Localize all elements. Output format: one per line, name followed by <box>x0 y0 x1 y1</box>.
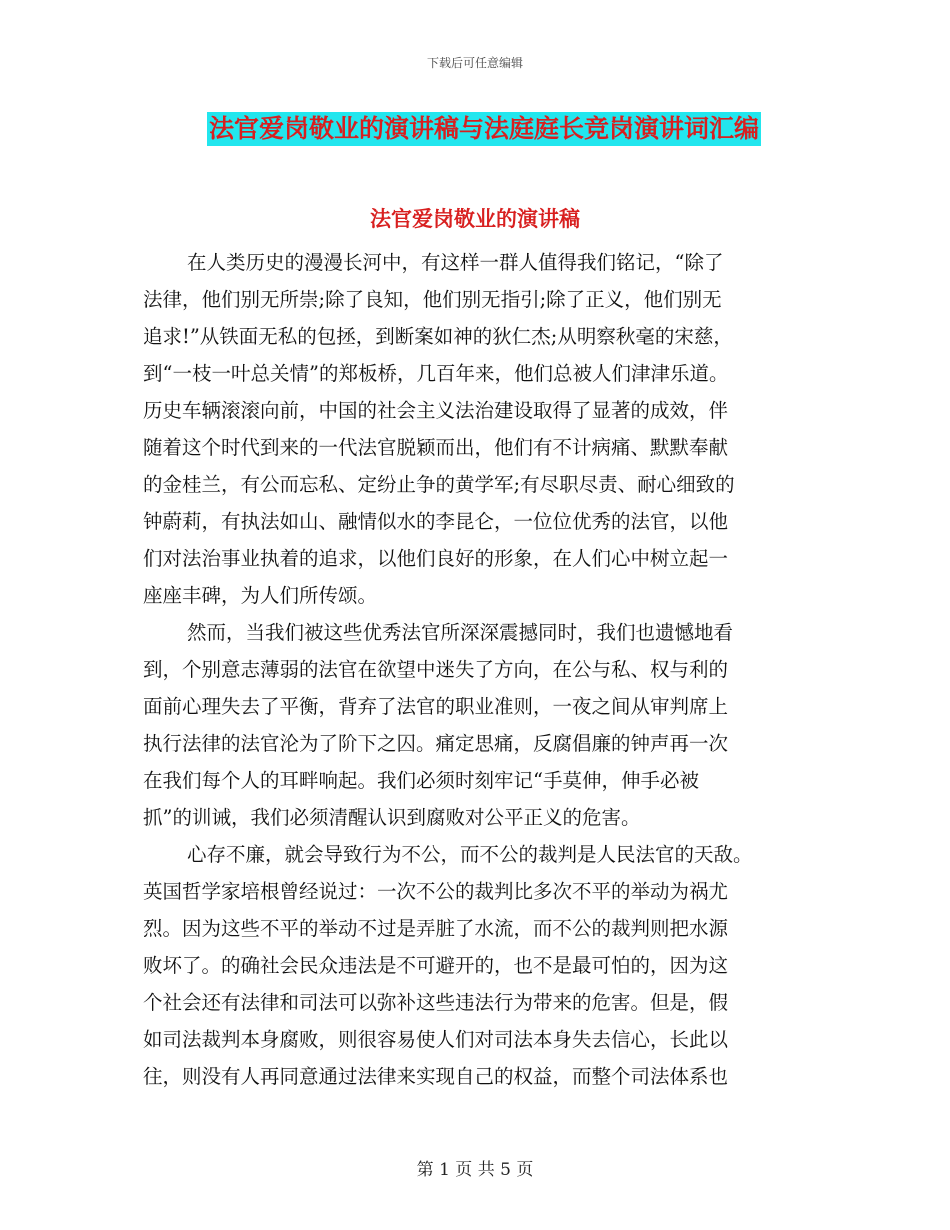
paragraph-line: 钟蔚莉，有执法如山、融情似水的李昆仑，一位位优秀的法官，以他 <box>143 510 729 533</box>
paragraph-line: 然而，当我们被这些优秀法官所深深震撼同时，我们也遗憾地看 <box>187 621 734 644</box>
body-text <box>143 244 808 1095</box>
paragraph-line: 执行法律的法官沦为了阶下之囚。痛定思痛，反腐倡廉的钟声再一次 <box>143 732 729 755</box>
paragraph-line: 在人类历史的漫漫长河中，有这样一群人值得我们铭记，“除了 <box>187 251 724 274</box>
paragraph-line: 心存不廉，就会导致行为不公，而不公的裁判是人民法官的天敌。 <box>187 843 753 866</box>
paragraph-line: 败坏了。的确社会民众违法是不可避开的，也不是最可怕的，因为这 <box>143 954 729 977</box>
paragraph-line: 在我们每个人的耳畔响起。我们必须时刻牢记“手莫伸，伸手必被 <box>143 769 699 792</box>
paragraph-line: 历史车辆滚滚向前，中国的社会主义法治建设取得了显著的成效，伴 <box>143 399 729 422</box>
paragraph-line: 随着这个时代到来的一代法官脱颖而出，他们有不计病痛、默默奉献 <box>143 436 729 459</box>
section-title: 法官爱岗敬业的演讲稿 <box>370 207 580 231</box>
paragraph-line: 法律，他们别无所崇;除了良知，他们别无指引;除了正义，他们别无 <box>143 288 722 311</box>
paragraph-line: 追求!”从铁面无私的包拯，到断案如神的狄仁杰;从明察秋毫的宋慈， <box>143 325 733 348</box>
paragraph-line: 抓”的训诫，我们必须清醒认识到腐败对公平正义的危害。 <box>143 806 641 829</box>
paragraph-line: 到“一枝一叶总关情”的郑板桥，几百年来，他们总被人们津津乐道。 <box>143 362 729 385</box>
paragraph-line: 烈。因为这些不平的举动不过是弄脏了水流，而不公的裁判则把水源 <box>143 917 729 940</box>
page-number: 第 1 页 共 5 页 <box>416 1160 534 1180</box>
paragraph-line: 们对法治事业执着的追求，以他们良好的形象，在人们心中树立起一 <box>143 547 729 570</box>
document-title: 法官爱岗敬业的演讲稿与法庭庭长竞岗演讲词汇编 <box>207 112 761 146</box>
paragraph-line: 座座丰碑，为人们所传颂。 <box>143 584 378 607</box>
paragraph-line: 的金桂兰，有公而忘私、定纷止争的黄学军;有尽职尽责、耐心细致的 <box>143 473 735 496</box>
paragraph-line: 如司法裁判本身腐败，则很容易使人们对司法本身失去信心，长此以 <box>143 1028 729 1051</box>
paragraph-line: 到，个别意志薄弱的法官在欲望中迷失了方向，在公与私、权与利的 <box>143 658 729 681</box>
paragraph-line: 面前心理失去了平衡，背弃了法官的职业准则，一夜之间从审判席上 <box>143 695 729 718</box>
paragraph-line: 英国哲学家培根曾经说过：一次不公的裁判比多次不平的举动为祸尤 <box>143 880 729 903</box>
header-note: 下载后可任意编辑 <box>426 56 523 70</box>
paragraph-line: 个社会还有法律和司法可以弥补这些违法行为带来的危害。但是，假 <box>143 991 729 1014</box>
paragraph-line: 往，则没有人再同意通过法律来实现自己的权益，而整个司法体系也 <box>143 1065 729 1088</box>
